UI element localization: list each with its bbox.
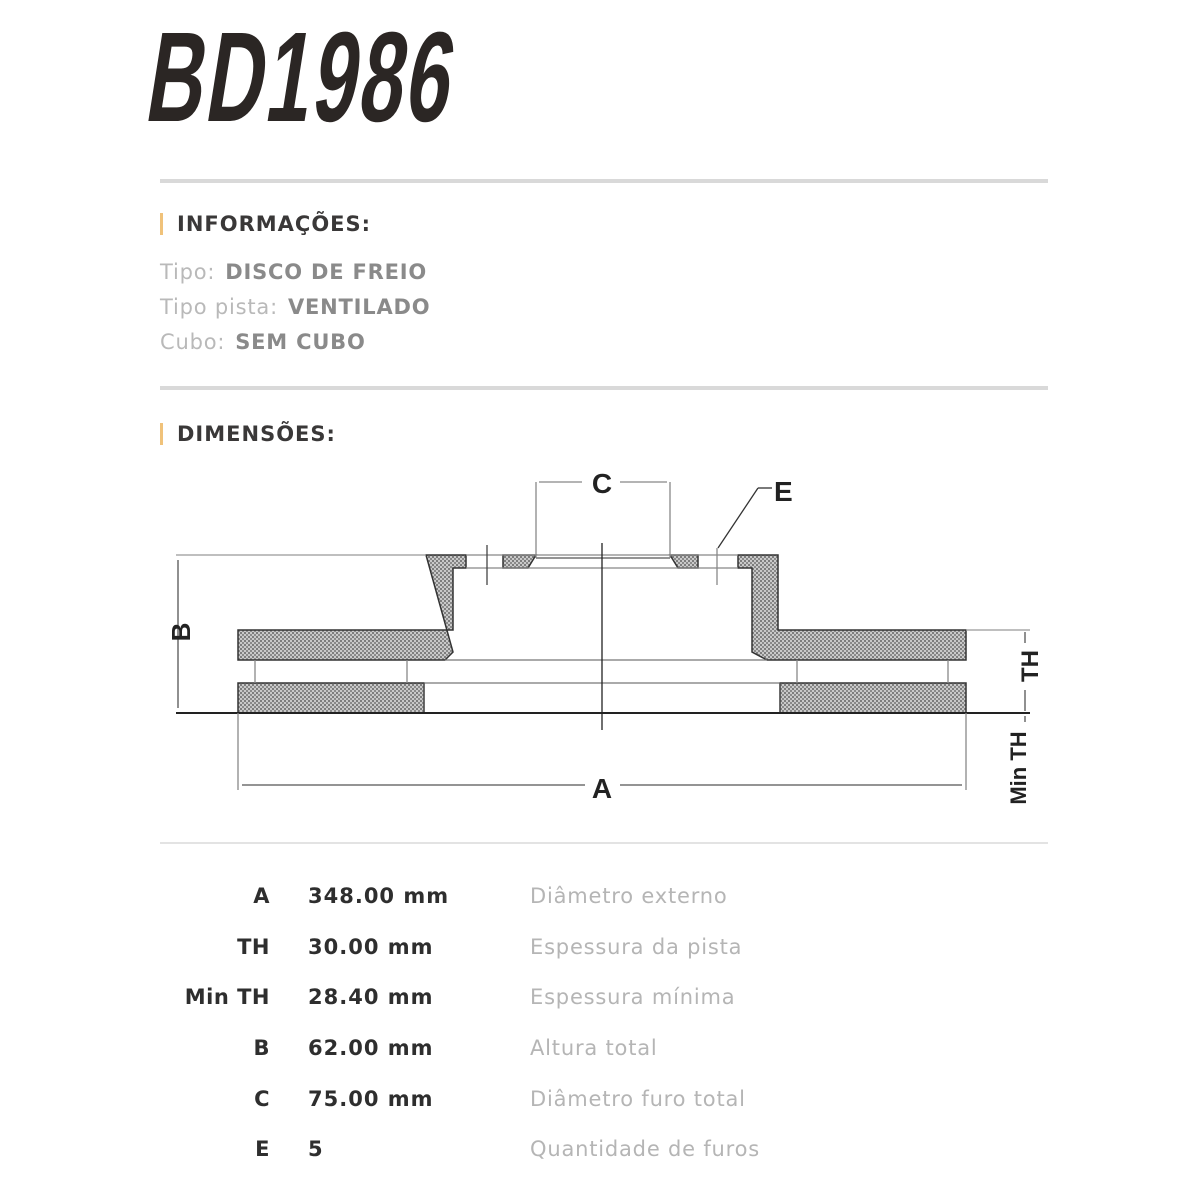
spec-row-th bbox=[160, 935, 860, 975]
info-heading-text: INFORMAÇÕES: bbox=[177, 212, 372, 236]
accent-bar bbox=[160, 423, 163, 445]
spec-description: Espessura mínima bbox=[530, 985, 736, 1009]
info-value: DISCO DE FREIO bbox=[225, 260, 428, 284]
info-section-heading bbox=[160, 212, 371, 236]
info-row-tipo bbox=[160, 260, 427, 284]
spec-row-min-th bbox=[160, 985, 860, 1025]
spec-description: Diâmetro externo bbox=[530, 884, 728, 908]
spec-description: Quantidade de furos bbox=[530, 1137, 760, 1161]
spec-row-a bbox=[160, 884, 860, 924]
spec-value: 75.00 mm bbox=[308, 1087, 434, 1111]
info-row-tipo-pista bbox=[160, 295, 430, 319]
info-label: Tipo pista: bbox=[160, 295, 278, 319]
info-value: VENTILADO bbox=[287, 295, 431, 319]
spec-value: 348.00 mm bbox=[308, 884, 450, 908]
spec-row-c bbox=[160, 1087, 860, 1127]
spec-value: 5 bbox=[308, 1137, 324, 1161]
spec-code: B bbox=[253, 1036, 270, 1060]
diagram-label-min-th: Min TH bbox=[1006, 731, 1031, 805]
product-code-title: BD1986 bbox=[138, 6, 468, 149]
spec-code: C bbox=[254, 1087, 270, 1111]
spec-value: 30.00 mm bbox=[308, 935, 434, 959]
divider-middle bbox=[160, 386, 1048, 390]
diagram-label-th: TH bbox=[1017, 650, 1044, 682]
spec-description: Altura total bbox=[530, 1036, 658, 1060]
spec-row-b bbox=[160, 1036, 860, 1076]
diagram-label-b: B bbox=[166, 622, 196, 642]
divider-top bbox=[160, 179, 1048, 183]
spec-code: A bbox=[253, 884, 270, 908]
info-label: Tipo: bbox=[160, 260, 216, 284]
spec-code: Min TH bbox=[184, 985, 270, 1009]
dimensions-heading-text: DIMENSÕES: bbox=[177, 422, 336, 446]
diagram-label-c: C bbox=[591, 468, 613, 499]
spec-value: 62.00 mm bbox=[308, 1036, 434, 1060]
accent-bar bbox=[160, 213, 163, 235]
diagram-label-e: E bbox=[774, 476, 793, 507]
diagram-label-a: A bbox=[591, 773, 613, 804]
spec-code: TH bbox=[237, 935, 270, 959]
info-value: SEM CUBO bbox=[235, 330, 366, 354]
brake-disc-cross-section-diagram bbox=[160, 460, 1050, 830]
dimensions-section-heading bbox=[160, 422, 336, 446]
spec-code: E bbox=[255, 1137, 270, 1161]
divider-bottom bbox=[160, 842, 1048, 844]
spec-description: Diâmetro furo total bbox=[530, 1087, 746, 1111]
spec-description: Espessura da pista bbox=[530, 935, 743, 959]
spec-row-e bbox=[160, 1137, 860, 1177]
spec-value: 28.40 mm bbox=[308, 985, 434, 1009]
info-label: Cubo: bbox=[160, 330, 226, 354]
info-row-cubo bbox=[160, 330, 366, 354]
